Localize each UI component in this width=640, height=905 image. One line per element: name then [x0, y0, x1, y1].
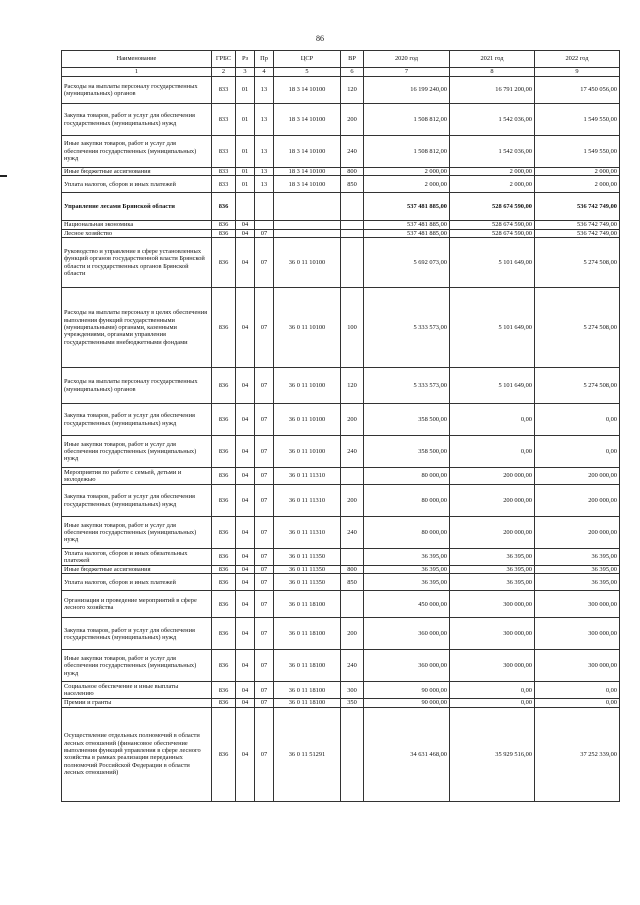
cell-2021: 528 674 590,00	[450, 229, 535, 237]
cell-2022: 2 000,00	[535, 176, 620, 193]
cell-2020: 360 000,00	[364, 618, 450, 650]
cell-vr	[341, 229, 364, 237]
cell-pr: 07	[255, 517, 274, 549]
cell-pr: 07	[255, 549, 274, 566]
table-row	[62, 618, 620, 650]
cell-pr: 07	[255, 566, 274, 574]
cell-pr: 13	[255, 77, 274, 104]
cell-2020: 34 631 468,00	[364, 707, 450, 801]
column-index: 3	[236, 68, 255, 77]
cell-vr: 200	[341, 404, 364, 436]
cell-rz: 04	[236, 549, 255, 566]
column-index: 9	[535, 68, 620, 77]
table-row	[62, 574, 620, 591]
cell-name: Закупка товаров, работ и услуг для обеспечения государственных (муниципальных) нужд	[62, 104, 212, 136]
cell-vr: 240	[341, 136, 364, 168]
table-row	[62, 468, 620, 485]
cell-2021: 35 929 516,00	[450, 707, 535, 801]
cell-pr	[255, 221, 274, 229]
cell-rz: 04	[236, 618, 255, 650]
cell-vr: 100	[341, 288, 364, 368]
cell-2022: 5 274 508,00	[535, 288, 620, 368]
cell-2020: 90 000,00	[364, 699, 450, 707]
cell-2020: 358 500,00	[364, 436, 450, 468]
cell-2021: 36 395,00	[450, 549, 535, 566]
cell-pr	[255, 193, 274, 221]
cell-vr: 850	[341, 574, 364, 591]
cell-grbs: 836	[212, 566, 236, 574]
cell-name: Премии и гранты	[62, 699, 212, 707]
cell-grbs: 836	[212, 485, 236, 517]
cell-pr: 07	[255, 699, 274, 707]
cell-2020: 450 000,00	[364, 591, 450, 618]
cell-2021: 2 000,00	[450, 176, 535, 193]
cell-rz: 04	[236, 517, 255, 549]
cell-csr: 36 0 11 11310	[274, 517, 341, 549]
cell-pr: 13	[255, 104, 274, 136]
cell-rz: 04	[236, 650, 255, 682]
cell-2022: 300 000,00	[535, 591, 620, 618]
table-row	[62, 699, 620, 707]
cell-name: Уплата налогов, сборов и иных обязательных платежей	[62, 549, 212, 566]
cell-name: Расходы на выплаты персоналу государственных (муниципальных) органов	[62, 368, 212, 404]
cell-grbs: 836	[212, 436, 236, 468]
cell-name: Организация и проведение мероприятий в сфере лесного хозяйства	[62, 591, 212, 618]
cell-vr	[341, 221, 364, 229]
cell-grbs: 836	[212, 288, 236, 368]
cell-csr: 18 3 14 10100	[274, 176, 341, 193]
cell-rz: 04	[236, 707, 255, 801]
cell-pr: 13	[255, 176, 274, 193]
cell-2022: 37 252 339,00	[535, 707, 620, 801]
cell-2020: 80 000,00	[364, 485, 450, 517]
cell-rz	[236, 193, 255, 221]
cell-2020: 80 000,00	[364, 468, 450, 485]
header-2021: 2021 год	[450, 51, 535, 68]
cell-2020: 5 333 573,00	[364, 368, 450, 404]
cell-2022: 17 450 056,00	[535, 77, 620, 104]
cell-grbs: 836	[212, 549, 236, 566]
cell-csr: 36 0 11 18100	[274, 699, 341, 707]
cell-pr: 07	[255, 238, 274, 288]
cell-vr: 300	[341, 682, 364, 699]
cell-2021: 200 000,00	[450, 517, 535, 549]
cell-csr: 36 0 11 18100	[274, 591, 341, 618]
cell-name: Социальное обеспечение и иные выплаты населению	[62, 682, 212, 699]
column-index: 6	[341, 68, 364, 77]
cell-2020: 36 395,00	[364, 549, 450, 566]
table-row	[62, 404, 620, 436]
cell-2020: 90 000,00	[364, 682, 450, 699]
cell-name: Осуществление отдельных полномочий в области лесных отношений (финансовое обеспечение выполнения функций управления в сфере лесного хозяйства в рамках реализации переданных полномочий Российской Федерации в области лесных отношений)	[62, 707, 212, 801]
table-row	[62, 136, 620, 168]
cell-rz: 04	[236, 699, 255, 707]
cell-pr: 07	[255, 574, 274, 591]
cell-vr: 120	[341, 368, 364, 404]
cell-grbs: 833	[212, 77, 236, 104]
cell-grbs: 836	[212, 229, 236, 237]
cell-pr: 07	[255, 650, 274, 682]
cell-grbs: 836	[212, 574, 236, 591]
cell-rz: 04	[236, 574, 255, 591]
cell-2021: 5 101 649,00	[450, 288, 535, 368]
header-vr: ВР	[341, 51, 364, 68]
cell-2021: 0,00	[450, 699, 535, 707]
cell-2022: 0,00	[535, 682, 620, 699]
cell-csr: 36 0 11 11350	[274, 566, 341, 574]
column-index: 4	[255, 68, 274, 77]
table-row	[62, 591, 620, 618]
cell-rz: 01	[236, 136, 255, 168]
cell-name: Закупка товаров, работ и услуг для обеспечения государственных (муниципальных) нужд	[62, 618, 212, 650]
cell-grbs: 836	[212, 404, 236, 436]
table-row	[62, 650, 620, 682]
cell-2021: 36 395,00	[450, 574, 535, 591]
cell-2022: 36 395,00	[535, 574, 620, 591]
cell-vr	[341, 591, 364, 618]
table-row	[62, 176, 620, 193]
cell-2021: 1 542 036,00	[450, 136, 535, 168]
table-row	[62, 104, 620, 136]
cell-vr: 800	[341, 566, 364, 574]
cell-2021: 528 674 590,00	[450, 221, 535, 229]
cell-vr: 200	[341, 104, 364, 136]
table-row	[62, 229, 620, 237]
cell-csr: 18 3 14 10100	[274, 168, 341, 176]
cell-2020: 1 508 812,00	[364, 136, 450, 168]
cell-rz: 04	[236, 288, 255, 368]
cell-2022: 1 549 550,00	[535, 104, 620, 136]
cell-grbs: 836	[212, 221, 236, 229]
cell-vr	[341, 193, 364, 221]
cell-csr	[274, 229, 341, 237]
cell-grbs: 833	[212, 168, 236, 176]
cell-csr: 36 0 11 10100	[274, 404, 341, 436]
cell-csr: 36 0 11 11310	[274, 485, 341, 517]
cell-rz: 04	[236, 436, 255, 468]
cell-2020: 36 395,00	[364, 566, 450, 574]
cell-2022: 200 000,00	[535, 468, 620, 485]
cell-pr: 07	[255, 368, 274, 404]
cell-2021: 16 791 200,00	[450, 77, 535, 104]
cell-name: Закупка товаров, работ и услуг для обеспечения государственных (муниципальных) нужд	[62, 404, 212, 436]
cell-2021: 5 101 649,00	[450, 238, 535, 288]
cell-pr: 07	[255, 485, 274, 517]
cell-vr	[341, 707, 364, 801]
cell-rz: 04	[236, 566, 255, 574]
cell-pr: 07	[255, 682, 274, 699]
cell-2021: 36 395,00	[450, 566, 535, 574]
cell-2021: 200 000,00	[450, 468, 535, 485]
cell-rz: 04	[236, 221, 255, 229]
cell-csr: 36 0 11 18100	[274, 650, 341, 682]
column-index: 2	[212, 68, 236, 77]
cell-rz: 04	[236, 468, 255, 485]
cell-2022: 536 742 749,00	[535, 229, 620, 237]
cell-grbs: 836	[212, 682, 236, 699]
cell-grbs: 836	[212, 591, 236, 618]
table-row	[62, 517, 620, 549]
cell-csr: 36 0 11 10100	[274, 238, 341, 288]
cell-2021: 300 000,00	[450, 618, 535, 650]
table-row	[62, 485, 620, 517]
cell-grbs: 836	[212, 650, 236, 682]
cell-csr	[274, 193, 341, 221]
cell-name: Уплата налогов, сборов и иных платежей	[62, 176, 212, 193]
cell-vr	[341, 468, 364, 485]
cell-rz: 04	[236, 368, 255, 404]
cell-2021: 300 000,00	[450, 591, 535, 618]
cell-grbs: 833	[212, 176, 236, 193]
cell-grbs: 836	[212, 517, 236, 549]
cell-csr: 36 0 11 18100	[274, 682, 341, 699]
cell-2021: 5 101 649,00	[450, 368, 535, 404]
cell-vr: 850	[341, 176, 364, 193]
table-row	[62, 193, 620, 221]
cell-name: Иные закупки товаров, работ и услуг для обеспечения государственных (муниципальных) нужд	[62, 136, 212, 168]
cell-pr: 07	[255, 468, 274, 485]
cell-2020: 2 000,00	[364, 168, 450, 176]
cell-2020: 36 395,00	[364, 574, 450, 591]
cell-2022: 536 742 749,00	[535, 221, 620, 229]
cell-pr: 07	[255, 591, 274, 618]
cell-name: Иные закупки товаров, работ и услуг для обеспечения государственных (муниципальных) нужд	[62, 517, 212, 549]
cell-vr: 200	[341, 485, 364, 517]
cell-2021: 300 000,00	[450, 650, 535, 682]
table-row	[62, 707, 620, 801]
cell-name: Расходы на выплаты персоналу в целях обеспечения выполнения функций государственными (муниципальными) органами, казенными учреждениями, органами управления государственными внебюджетными фондами	[62, 288, 212, 368]
cell-name: Иные закупки товаров, работ и услуг для обеспечения государственных (муниципальных) нужд	[62, 650, 212, 682]
cell-vr: 350	[341, 699, 364, 707]
cell-grbs: 836	[212, 238, 236, 288]
cell-2022: 0,00	[535, 436, 620, 468]
cell-2022: 300 000,00	[535, 650, 620, 682]
cell-csr: 36 0 11 11310	[274, 468, 341, 485]
cell-pr: 07	[255, 436, 274, 468]
table-row	[62, 368, 620, 404]
cell-name: Управление лесами Брянской области	[62, 193, 212, 221]
table-row	[62, 221, 620, 229]
cell-2022: 36 395,00	[535, 549, 620, 566]
cell-csr: 36 0 11 11350	[274, 549, 341, 566]
cell-vr: 200	[341, 618, 364, 650]
cell-grbs: 833	[212, 104, 236, 136]
cell-2022: 5 274 508,00	[535, 368, 620, 404]
cell-csr: 18 3 14 10100	[274, 77, 341, 104]
cell-2021: 200 000,00	[450, 485, 535, 517]
cell-grbs: 836	[212, 699, 236, 707]
cell-2022: 0,00	[535, 699, 620, 707]
cell-name: Иные закупки товаров, работ и услуг для обеспечения государственных (муниципальных) нужд	[62, 436, 212, 468]
column-index: 1	[62, 68, 212, 77]
cell-rz: 04	[236, 238, 255, 288]
header-2020: 2020 год	[364, 51, 450, 68]
cell-name: Иные бюджетные ассигнования	[62, 168, 212, 176]
cell-2021: 0,00	[450, 436, 535, 468]
cell-name: Мероприятия по работе с семьей, детьми и молодежью	[62, 468, 212, 485]
cell-csr: 18 3 14 10100	[274, 136, 341, 168]
cell-rz: 04	[236, 404, 255, 436]
column-index: 5	[274, 68, 341, 77]
cell-csr	[274, 221, 341, 229]
cell-vr: 800	[341, 168, 364, 176]
cell-vr: 240	[341, 436, 364, 468]
cell-rz: 01	[236, 168, 255, 176]
header-csr: ЦСР	[274, 51, 341, 68]
cell-rz: 01	[236, 176, 255, 193]
cell-rz: 04	[236, 485, 255, 517]
cell-2020: 537 481 885,00	[364, 229, 450, 237]
header-name: Наименование	[62, 51, 212, 68]
cell-grbs: 836	[212, 468, 236, 485]
table-row	[62, 168, 620, 176]
cell-2022: 36 395,00	[535, 566, 620, 574]
cell-pr: 13	[255, 136, 274, 168]
cell-vr: 240	[341, 650, 364, 682]
cell-pr: 07	[255, 404, 274, 436]
cell-pr: 07	[255, 229, 274, 237]
table-row	[62, 549, 620, 566]
cell-vr: 120	[341, 77, 364, 104]
header-2022: 2022 год	[535, 51, 620, 68]
cell-2020: 80 000,00	[364, 517, 450, 549]
cell-2020: 358 500,00	[364, 404, 450, 436]
cell-2022: 200 000,00	[535, 485, 620, 517]
cell-csr: 36 0 11 11350	[274, 574, 341, 591]
cell-grbs: 836	[212, 368, 236, 404]
cell-grbs: 836	[212, 618, 236, 650]
cell-grbs: 833	[212, 136, 236, 168]
column-index: 8	[450, 68, 535, 77]
cell-csr: 36 0 11 10100	[274, 436, 341, 468]
cell-2021: 0,00	[450, 404, 535, 436]
header-rz: Рз	[236, 51, 255, 68]
cell-2022: 200 000,00	[535, 517, 620, 549]
cell-rz: 04	[236, 229, 255, 237]
cell-2020: 1 508 812,00	[364, 104, 450, 136]
table-row	[62, 682, 620, 699]
cell-2022: 0,00	[535, 404, 620, 436]
cell-pr: 07	[255, 618, 274, 650]
table-row	[62, 288, 620, 368]
table-row	[62, 238, 620, 288]
cell-name: Лесное хозяйство	[62, 229, 212, 237]
column-index: 7	[364, 68, 450, 77]
cell-csr: 36 0 11 51291	[274, 707, 341, 801]
scan-edge-mark	[0, 175, 7, 177]
cell-2020: 16 199 240,00	[364, 77, 450, 104]
cell-rz: 01	[236, 77, 255, 104]
cell-name: Национальная экономика	[62, 221, 212, 229]
cell-name: Уплата налогов, сборов и иных платежей	[62, 574, 212, 591]
cell-rz: 04	[236, 591, 255, 618]
cell-2022: 300 000,00	[535, 618, 620, 650]
cell-name: Руководство и управление в сфере установленных функций органов государственной власти Брянской области и государственных органов Брянской области	[62, 238, 212, 288]
column-index-row	[62, 68, 620, 77]
cell-vr	[341, 238, 364, 288]
cell-pr: 13	[255, 168, 274, 176]
cell-grbs: 836	[212, 707, 236, 801]
cell-2022: 2 000,00	[535, 168, 620, 176]
cell-2020: 360 000,00	[364, 650, 450, 682]
cell-2020: 537 481 885,00	[364, 193, 450, 221]
header-pr: Пр	[255, 51, 274, 68]
cell-2021: 1 542 036,00	[450, 104, 535, 136]
cell-grbs: 836	[212, 193, 236, 221]
cell-csr: 36 0 11 18100	[274, 618, 341, 650]
table-row	[62, 436, 620, 468]
cell-pr: 07	[255, 288, 274, 368]
cell-2022: 1 549 550,00	[535, 136, 620, 168]
cell-2021: 2 000,00	[450, 168, 535, 176]
cell-2020: 537 481 885,00	[364, 221, 450, 229]
budget-table	[61, 50, 620, 802]
cell-csr: 18 3 14 10100	[274, 104, 341, 136]
cell-rz: 04	[236, 682, 255, 699]
cell-vr: 240	[341, 517, 364, 549]
cell-2021: 528 674 590,00	[450, 193, 535, 221]
table-row	[62, 566, 620, 574]
cell-2022: 536 742 749,00	[535, 193, 620, 221]
cell-name: Закупка товаров, работ и услуг для обеспечения государственных (муниципальных) нужд	[62, 485, 212, 517]
cell-vr	[341, 549, 364, 566]
table-header-row	[62, 51, 620, 68]
page-number: 86	[316, 34, 324, 43]
cell-csr: 36 0 11 10100	[274, 288, 341, 368]
cell-pr: 07	[255, 707, 274, 801]
cell-2022: 5 274 508,00	[535, 238, 620, 288]
header-grbs: ГРБС	[212, 51, 236, 68]
cell-rz: 01	[236, 104, 255, 136]
cell-csr: 36 0 11 10100	[274, 368, 341, 404]
cell-2021: 0,00	[450, 682, 535, 699]
cell-2020: 5 692 073,00	[364, 238, 450, 288]
cell-2020: 5 333 573,00	[364, 288, 450, 368]
table-row	[62, 77, 620, 104]
cell-name: Иные бюджетные ассигнования	[62, 566, 212, 574]
cell-name: Расходы на выплаты персоналу государственных (муниципальных) органов	[62, 77, 212, 104]
cell-2020: 2 000,00	[364, 176, 450, 193]
